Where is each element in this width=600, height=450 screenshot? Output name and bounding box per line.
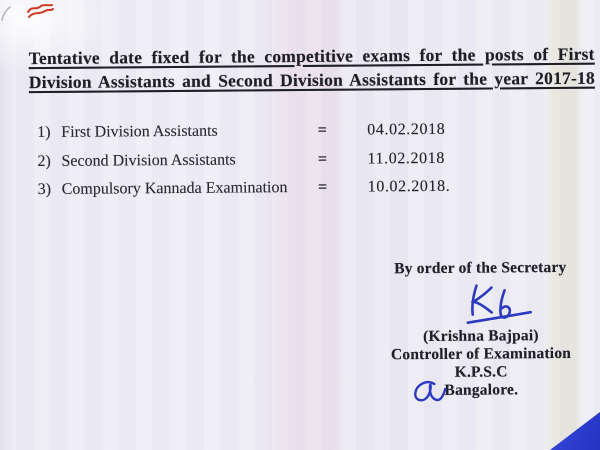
exam-schedule-list [37,119,578,209]
signature-initials-icon [460,281,536,328]
organization-name: K.P.S.C [454,363,508,381]
exam-date: 11.02.2018 [367,149,445,167]
handwritten-a-flourish-icon [410,376,446,406]
row-number: 2) [37,152,51,170]
signature-block [385,259,576,400]
schedule-row-first-division [37,119,577,143]
equals-separator: = [317,121,327,139]
exam-date: 10.02.2018. [367,177,451,196]
equals-separator: = [317,150,328,168]
exam-name: First Division Assistants [61,122,218,141]
notice-title [29,43,595,94]
exam-name: Second Division Assistants [61,151,236,170]
signatory-name: (Krishna Bajpai) [423,327,539,346]
exam-name: Compulsory Kannada Examination [61,179,288,198]
place-line [386,381,576,400]
place-text: Bangalore. [444,381,519,399]
notice-title-line-1: Tentative date fixed for the competitive exams for the posts of First [28,43,595,69]
schedule-row-kannada-exam [38,176,578,200]
exam-date: 04.02.2018 [367,120,446,139]
schedule-row-second-division [37,147,577,171]
by-order-line: By order of the Secretary [394,258,567,278]
row-number: 3) [37,180,52,199]
signatory-designation: Controller of Examination [390,344,572,364]
notice-title-line-2: Division Assistants and Second Division Assistants for the year 2017-18 [28,67,595,92]
row-number: 1) [37,123,51,142]
equals-separator: = [318,178,328,196]
